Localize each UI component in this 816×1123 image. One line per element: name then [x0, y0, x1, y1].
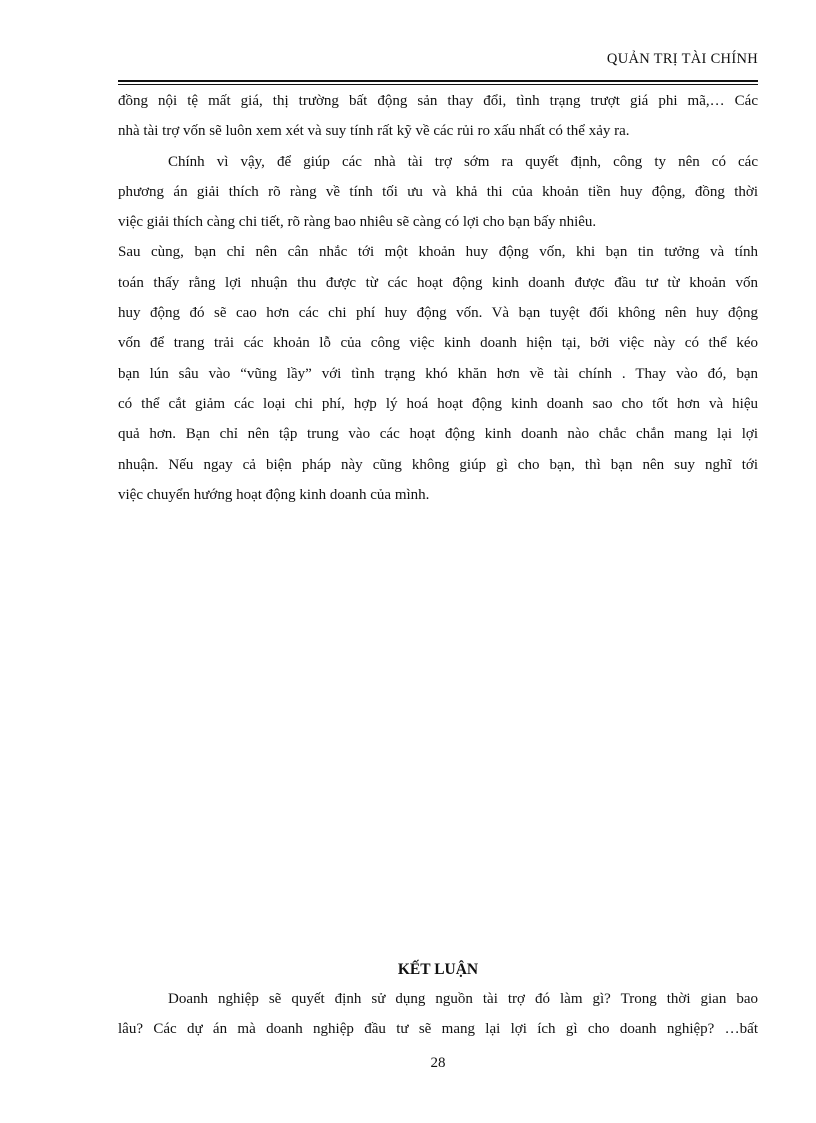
- paragraph-line: nhuận. Nếu ngay cả biện pháp này cũng không giúp gì cho bạn, thì bạn nên suy nghĩ tới: [118, 456, 758, 473]
- paragraph-line: Sau cùng, bạn chỉ nên cân nhắc tới một khoản huy động vốn, khi bạn tin tưởng và tính: [118, 244, 758, 261]
- header-title: QUẢN TRỊ TÀI CHÍNH: [606, 51, 758, 67]
- header-rule-thick: [118, 80, 758, 82]
- conclusion-section: [118, 956, 758, 1045]
- paragraph-line: việc giải thích càng chi tiết, rõ ràng bao nhiêu sẽ càng có lợi cho bạn bấy nhiêu.: [118, 214, 597, 231]
- page-number: 28: [430, 1055, 446, 1071]
- paragraph-line: có thể cắt giảm các loại chi phí, hợp lý hoá hoạt động kinh doanh sao cho tốt hơn và hiệu: [118, 395, 758, 412]
- paragraph-line: nhà tài trợ vốn sẽ luôn xem xét và suy tính rất kỹ về các rủi ro xấu nhất có thể xảy ra.: [118, 123, 630, 140]
- body-text: [118, 86, 758, 510]
- paragraph-line: vốn để trang trải các khoản lỗ của công việc kinh doanh hiện tại, bởi việc này có thể kéo: [118, 335, 758, 352]
- conclusion-heading: KẾT LUẬN: [397, 961, 479, 978]
- paragraph-line: toán thấy rằng lợi nhuận thu được từ các hoạt động kinh doanh được đầu tư từ khoản vốn: [118, 274, 758, 291]
- paragraph-line: bạn lún sâu vào “vũng lầy” với tình trạng khó khăn hơn về tài chính . Thay vào đó, bạn: [118, 365, 758, 382]
- paragraph-line: đồng nội tệ mất giá, thị trường bất động sản thay đổi, tình trạng trượt giá phi mã,… Các: [118, 93, 758, 109]
- page-header: [118, 50, 758, 85]
- paragraph-line: huy động đó sẽ cao hơn các chi phí huy động vốn. Và bạn tuyệt đối không nên huy động: [118, 305, 758, 322]
- conclusion-line: lâu? Các dự án mà doanh nghiệp đầu tư sẽ mang lại lợi ích gì cho doanh nghiệp? …bất: [118, 1021, 758, 1038]
- paragraph-line: việc chuyển hướng hoạt động kinh doanh của mình.: [118, 486, 430, 503]
- paragraph-line: quả hơn. Bạn chỉ nên tập trung vào các hoạt động kinh doanh nào chắc chắn mang lại lợi: [118, 426, 758, 443]
- paragraph-line: phương án giải thích rõ ràng về tính tối ưu và khả thi của khoản tiền huy động, đồng thời: [118, 183, 758, 200]
- header-rule-thin: [118, 84, 758, 85]
- paragraph-line: Chính vì vậy, để giúp các nhà tài trợ sớm ra quyết định, công ty nên có các: [168, 153, 758, 170]
- conclusion-line: Doanh nghiệp sẽ quyết định sử dụng nguồn tài trợ đó làm gì? Trong thời gian bao: [168, 991, 758, 1007]
